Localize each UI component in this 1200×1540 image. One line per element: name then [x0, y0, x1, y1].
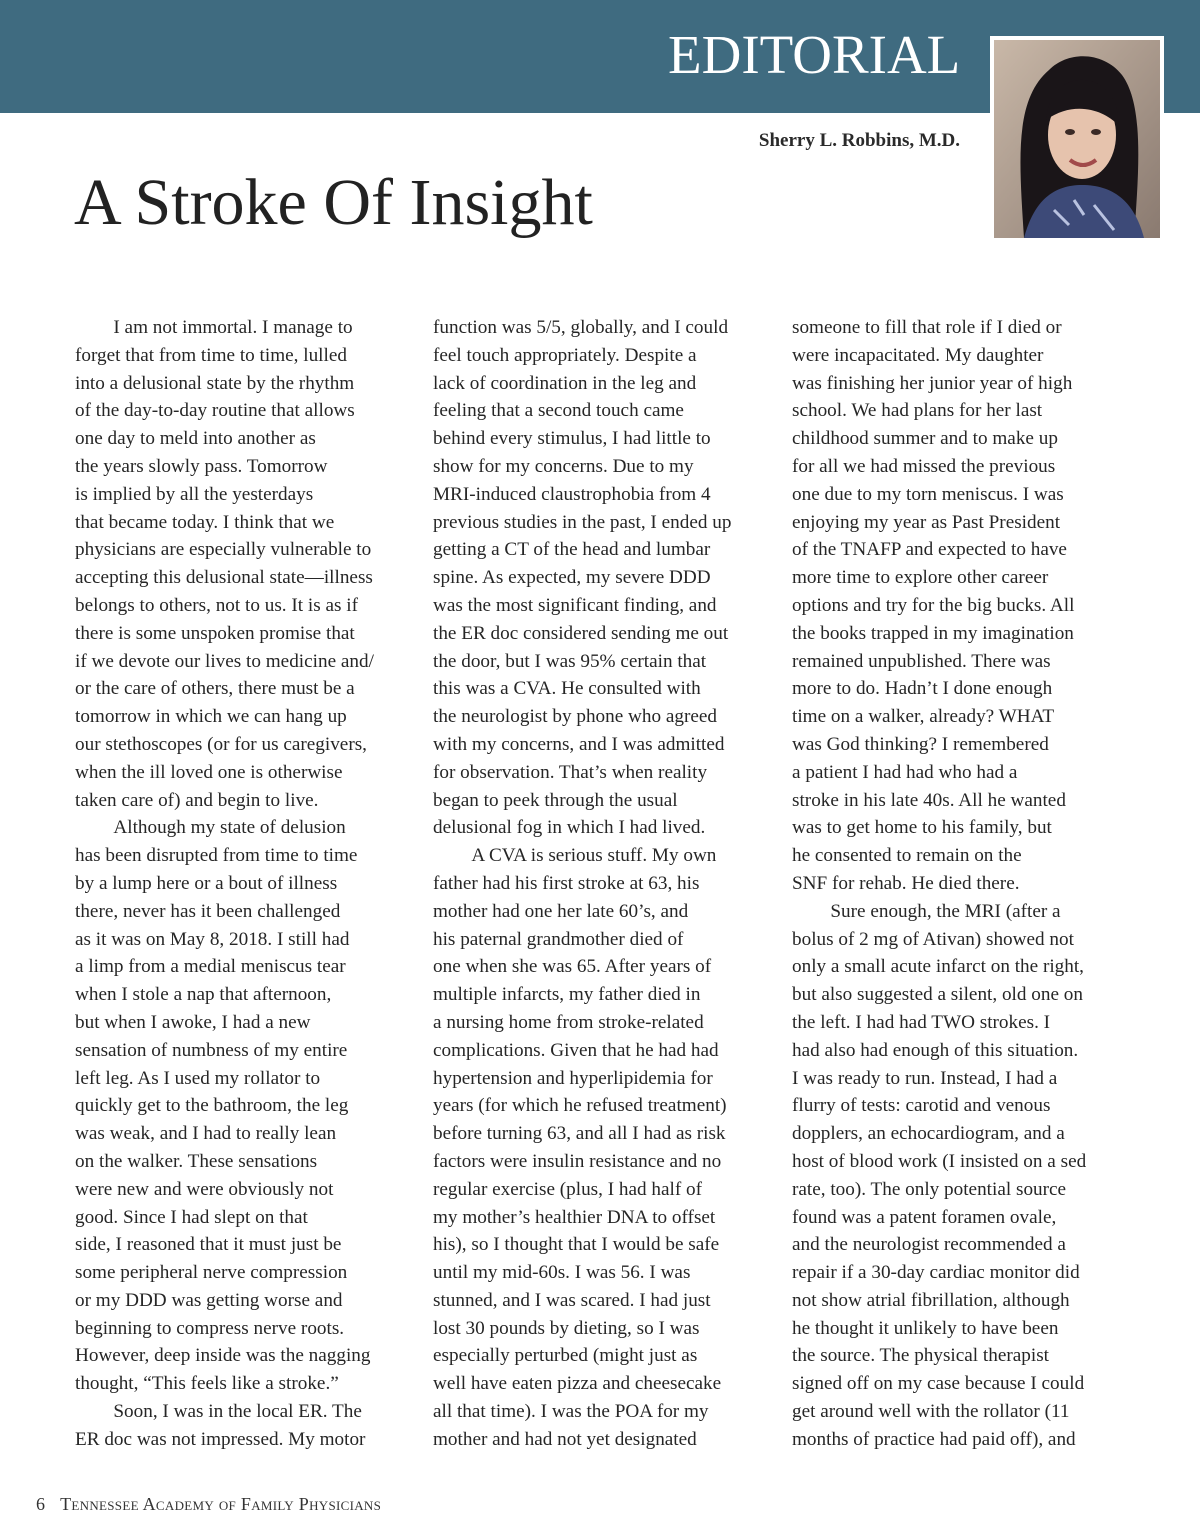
article-title: A Stroke Of Insight — [74, 166, 593, 239]
text-line: well have eaten pizza and cheesecake — [433, 1373, 722, 1395]
text-line: ER doc was not impressed. My motor — [75, 1428, 366, 1450]
text-line: mother had one her late 60’s, and — [433, 900, 689, 922]
text-line: function was 5/5, globally, and I could — [433, 317, 729, 338]
text-line: spine. As expected, my severe DDD — [433, 567, 711, 589]
text-line: forget that from time to time, lulled — [75, 344, 347, 366]
text-line: he consented to remain on the — [792, 845, 1022, 867]
text-line: complications. Given that he had had — [433, 1039, 719, 1061]
text-line: stunned, and I was scared. I had just — [433, 1289, 711, 1311]
text-line: the ER doc considered sending me out — [433, 622, 729, 644]
author-byline: Sherry L. Robbins, M.D. — [758, 130, 960, 151]
text-line: especially perturbed (might just as — [433, 1345, 698, 1367]
text-line: is implied by all the yesterdays — [75, 483, 314, 505]
text-column-1 — [75, 314, 374, 1454]
text-line: on the walker. These sensations — [75, 1150, 318, 1172]
text-line: options and try for the big bucks. All — [792, 594, 1075, 616]
text-line: bolus of 2 mg of Ativan) showed not — [792, 928, 1074, 950]
text-line: stroke in his late 40s. All he wanted — [792, 789, 1066, 811]
text-line: rate, too). The only potential source — [792, 1178, 1067, 1200]
text-line: he thought it unlikely to have been — [792, 1317, 1059, 1339]
text-line: found was a patent foramen ovale, — [792, 1206, 1057, 1228]
text-line: the left. I had had TWO strokes. I — [792, 1011, 1051, 1033]
text-line: Soon, I was in the local ER. The — [75, 1401, 362, 1423]
text-line: sensation of numbness of my entire — [75, 1039, 348, 1061]
text-line: were new and were obviously not — [75, 1178, 334, 1200]
text-line: lost 30 pounds by dieting, so I was — [433, 1317, 700, 1339]
text-line: or my DDD was getting worse and — [75, 1289, 343, 1311]
text-line: and the neurologist recommended a — [792, 1234, 1066, 1256]
text-line: my mother’s healthier DNA to offset — [433, 1206, 716, 1228]
text-line: there is some unspoken promise that — [75, 622, 355, 644]
text-line: there, never has it been challenged — [75, 900, 341, 922]
author-portrait-icon — [994, 40, 1160, 238]
text-line: with my concerns, and I was admitted — [433, 733, 725, 755]
text-line: regular exercise (plus, I had half of — [433, 1178, 703, 1200]
text-line: the source. The physical therapist — [792, 1345, 1049, 1367]
text-line: delusional fog in which I had lived. — [433, 817, 706, 839]
text-line: of the TNAFP and expected to have — [792, 539, 1067, 561]
text-line: one due to my torn meniscus. I was — [792, 483, 1064, 505]
text-line: all that time). I was the POA for my — [433, 1401, 709, 1423]
text-line: hypertension and hyperlipidemia for — [433, 1067, 713, 1089]
text-line: of the day-to-day routine that allows — [75, 400, 355, 422]
text-line: I am not immortal. I manage to — [75, 317, 353, 338]
text-line: good. Since I had slept on that — [75, 1206, 308, 1228]
text-line: father had his first stroke at 63, his — [433, 872, 700, 894]
text-line: when the ill loved one is otherwise — [75, 761, 343, 783]
text-line: but also suggested a silent, old one on — [792, 984, 1083, 1006]
text-line: was God thinking? I remembered — [792, 733, 1049, 755]
text-line: a nursing home from stroke-related — [433, 1011, 704, 1033]
page-footer — [36, 1494, 381, 1515]
text-line: the door, but I was 95% certain that — [433, 650, 707, 672]
text-line: his paternal grandmother died of — [433, 928, 684, 950]
text-line: beginning to compress nerve roots. — [75, 1317, 345, 1339]
text-line: side, I reasoned that it must just be — [75, 1234, 342, 1256]
text-line: tomorrow in which we can hang up — [75, 706, 347, 728]
text-line: the books trapped in my imagination — [792, 622, 1074, 644]
text-line: flurry of tests: carotid and venous — [792, 1095, 1051, 1117]
text-line: one day to meld into another as — [75, 428, 316, 450]
text-line: or the care of others, there must be a — [75, 678, 355, 700]
text-line: Sure enough, the MRI (after a — [792, 900, 1061, 922]
text-line: only a small acute infarct on the right, — [792, 956, 1084, 978]
author-photo — [990, 36, 1164, 242]
text-line: when I stole a nap that afternoon, — [75, 984, 332, 1006]
text-line: Although my state of delusion — [75, 817, 346, 839]
text-line: show for my concerns. Due to my — [433, 455, 694, 477]
text-line: into a delusional state by the rhythm — [75, 372, 355, 394]
text-line: a patient I had had who had a — [792, 761, 1018, 783]
text-line: by a lump here or a bout of illness — [75, 872, 338, 894]
text-line: SNF for rehab. He died there. — [792, 872, 1020, 894]
text-line: mother and had not yet designated — [433, 1428, 697, 1450]
text-line: had also had enough of this situation. — [792, 1039, 1079, 1061]
text-line: time on a walker, already? WHAT — [792, 706, 1055, 728]
text-line: was finishing her junior year of high — [792, 372, 1073, 394]
text-line: that became today. I think that we — [75, 511, 335, 533]
text-line: his), so I thought that I would be safe — [433, 1234, 720, 1256]
text-line: more to do. Hadn’t I done enough — [792, 678, 1053, 700]
text-line: was weak, and I had to really lean — [75, 1123, 337, 1145]
text-line: years (for which he refused treatment) — [433, 1095, 727, 1117]
text-line: quickly get to the bathroom, the leg — [75, 1095, 349, 1117]
text-line: before turning 63, and all I had as risk — [433, 1123, 726, 1145]
text-line: was the most significant finding, and — [433, 594, 717, 616]
text-line: if we devote our lives to medicine and/ — [75, 650, 374, 672]
text-line: dopplers, an echocardiogram, and a — [792, 1123, 1065, 1145]
text-line: host of blood work (I insisted on a sed — [792, 1150, 1087, 1172]
text-line: until my mid-60s. I was 56. I was — [433, 1262, 691, 1284]
text-line: behind every stimulus, I had little to — [433, 428, 711, 450]
text-line: as it was on May 8, 2018. I still had — [75, 928, 350, 950]
text-line: the neurologist by phone who agreed — [433, 706, 718, 728]
section-label: EDITORIAL — [668, 24, 961, 85]
text-line: for all we had missed the previous — [792, 455, 1056, 477]
text-line: has been disrupted from time to time — [75, 845, 358, 867]
text-line: a limp from a medial meniscus tear — [75, 956, 346, 978]
text-line: taken care of) and begin to live. — [75, 789, 319, 811]
text-line: were incapacitated. My daughter — [792, 344, 1044, 366]
text-line: left leg. As I used my rollator to — [75, 1067, 321, 1089]
text-line: this was a CVA. He consulted with — [433, 678, 701, 700]
text-column-3 — [792, 314, 1086, 1454]
text-line: but when I awoke, I had a new — [75, 1011, 311, 1033]
text-line: thought, “This feels like a stroke.” — [75, 1373, 339, 1395]
text-line: physicians are especially vulnerable to — [75, 539, 372, 561]
text-line: previous studies in the past, I ended up — [433, 511, 732, 533]
text-line: some peripheral nerve compression — [75, 1262, 348, 1284]
text-line: enjoying my year as Past President — [792, 511, 1061, 533]
text-line: repair if a 30-day cardiac monitor did — [792, 1262, 1080, 1284]
text-line: getting a CT of the head and lumbar — [433, 539, 711, 561]
text-line: childhood summer and to make up — [792, 428, 1058, 450]
text-line: signed off on my case because I could — [792, 1373, 1085, 1395]
text-line: more time to explore other career — [792, 567, 1049, 589]
text-line: lack of coordination in the leg and — [433, 372, 697, 394]
text-line: MRI-induced claustrophobia from 4 — [433, 483, 711, 505]
text-line: began to peek through the usual — [433, 789, 678, 811]
text-line: our stethoscopes (or for us caregivers, — [75, 733, 367, 755]
text-line: remained unpublished. There was — [792, 650, 1051, 672]
text-line: feel touch appropriately. Despite a — [433, 344, 697, 366]
text-line: get around well with the rollator (11 — [792, 1401, 1070, 1423]
text-line: feeling that a second touch came — [433, 400, 684, 422]
text-line: not show atrial fibrillation, although — [792, 1289, 1070, 1311]
text-line: accepting this delusional state—illness — [75, 567, 373, 589]
text-line: for observation. That’s when reality — [433, 761, 708, 783]
text-line: someone to fill that role if I died or — [792, 317, 1062, 338]
text-line: A CVA is serious stuff. My own — [433, 845, 717, 867]
text-line: However, deep inside was the nagging — [75, 1345, 371, 1367]
text-line: belongs to others, not to us. It is as if — [75, 594, 358, 616]
text-line: one when she was 65. After years of — [433, 956, 712, 978]
text-line: months of practice had paid off), and — [792, 1428, 1076, 1450]
text-line: school. We had plans for her last — [792, 400, 1043, 422]
text-line: was to get home to his family, but — [792, 817, 1052, 839]
text-line: multiple infarcts, my father died in — [433, 984, 701, 1006]
text-column-2 — [433, 314, 731, 1454]
text-line: I was ready to run. Instead, I had a — [792, 1067, 1058, 1089]
page-number: 6 — [36, 1494, 46, 1514]
text-line: the years slowly pass. Tomorrow — [75, 455, 328, 477]
publication-name: Tennessee Academy of Family Physicians — [60, 1494, 382, 1514]
text-line: factors were insulin resistance and no — [433, 1150, 722, 1172]
